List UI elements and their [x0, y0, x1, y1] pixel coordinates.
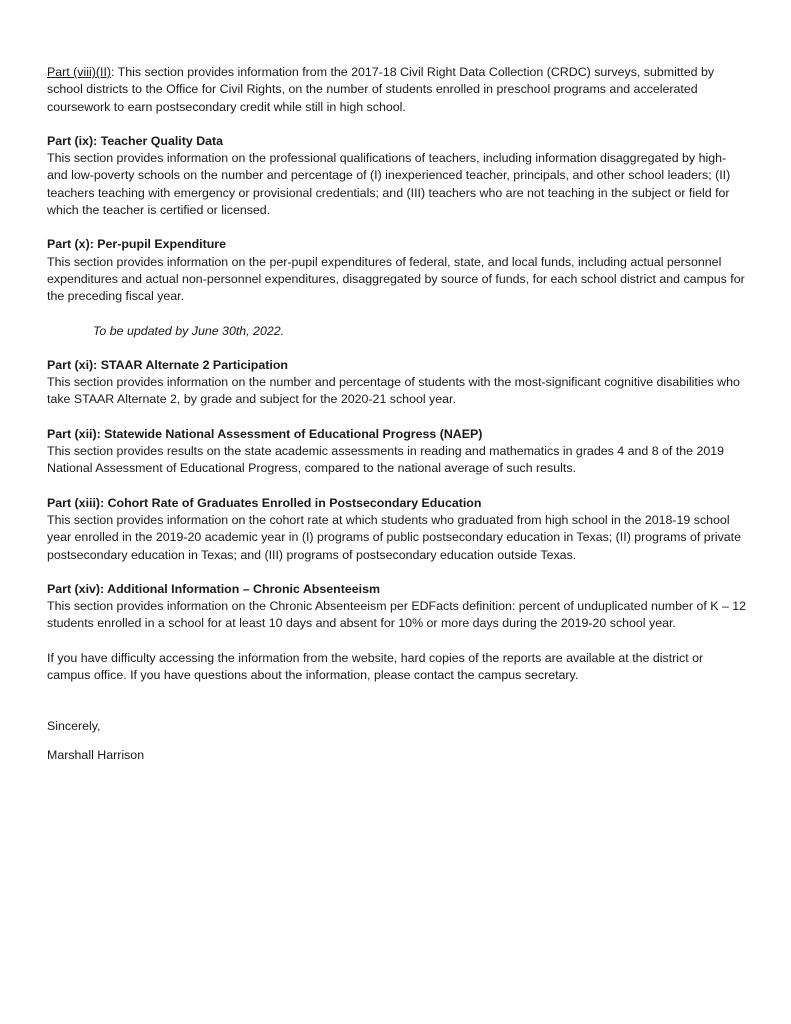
intro-lead: Part (viii)(II) — [47, 65, 112, 79]
section-heading: Part (xiii): Cohort Rate of Graduates Enrolled in Postsecondary Education — [47, 495, 482, 510]
section-body: This section provides information on the professional qualifications of teachers, including information disaggregated by high- and low-poverty schools on the number and percentage of (I) inexperienced teacher, principals, and other school leaders; (II) teachers teaching with emergency or provisional credentials; and (III) teachers who are not teaching in the subject or field for which the teacher is certified or licensed. — [47, 151, 731, 218]
intro-paragraph — [47, 64, 747, 116]
section-heading: Part (xi): STAAR Alternate 2 Participation — [47, 357, 288, 372]
section-naep — [47, 426, 747, 478]
section-body: This section provides information on the number and percentage of students with the most-significant cognitive disabilities who take STAAR Alternate 2, by grade and subject for the 2020-21 school year. — [47, 375, 740, 407]
section-heading: Part (ix): Teacher Quality Data — [47, 133, 224, 148]
section-chronic-absenteeism — [47, 581, 747, 633]
section-heading: Part (x): Per-pupil Expenditure — [47, 237, 226, 252]
section-heading: Part (xii): Statewide National Assessment of Educational Progress (NAEP) — [47, 426, 483, 441]
section-cohort-rate — [47, 495, 747, 564]
section-heading: Part (xiv): Additional Information – Chronic Absenteeism — [47, 581, 380, 596]
intro-text: : This section provides information from the 2017-18 Civil Right Data Collection (CRDC) surveys, submitted by school districts to the Office for Civil Rights, on the number of students enrolled in preschool programs and accelerated coursework to earn postsecondary credit while still in high school. — [47, 65, 715, 114]
section-teacher-quality — [47, 133, 747, 219]
signature-name: Marshall Harrison — [47, 747, 145, 762]
section-body: This section provides information on the cohort rate at which students who graduated from high school in the 2018-19 school year enrolled in the 2019-20 academic year in (I) programs of public postsecondary education in Texas; (II) programs of private postsecondary education in Texas; and (III) programs of postsecondary education outside Texas. — [47, 512, 742, 562]
section-body: This section provides information on the Chronic Absenteeism per EDFacts definition: percent of unduplicated number of K – 12 students enrolled in a school for at least 10 days and absent for 10% or more days during the 2019-20 school year. — [47, 599, 747, 631]
section-body: This section provides information on the per-pupil expenditures of federal, state, and local funds, including actual personnel expenditures and actual non-personnel expenditures, disaggregated by source of funds, for each school district and campus for the preceding fiscal year. — [47, 254, 745, 304]
contact-paragraph: If you have difficulty accessing the information from the website, hard copies of the reports are available at the district or campus office. If you have questions about the information, please contact the campus secretary. — [47, 650, 704, 683]
section-per-pupil-expenditure — [47, 236, 747, 305]
section-staar-alternate — [47, 357, 747, 409]
letter-page — [47, 64, 747, 764]
section-body: This section provides results on the state academic assessments in reading and mathematics in grades 4 and 8 of the 2019 National Assessment of Educational Progress, compared to the national average of such results. — [47, 444, 725, 476]
closing-salutation: Sincerely, — [47, 719, 101, 734]
update-note: To be updated by June 30th, 2022. — [93, 323, 285, 338]
